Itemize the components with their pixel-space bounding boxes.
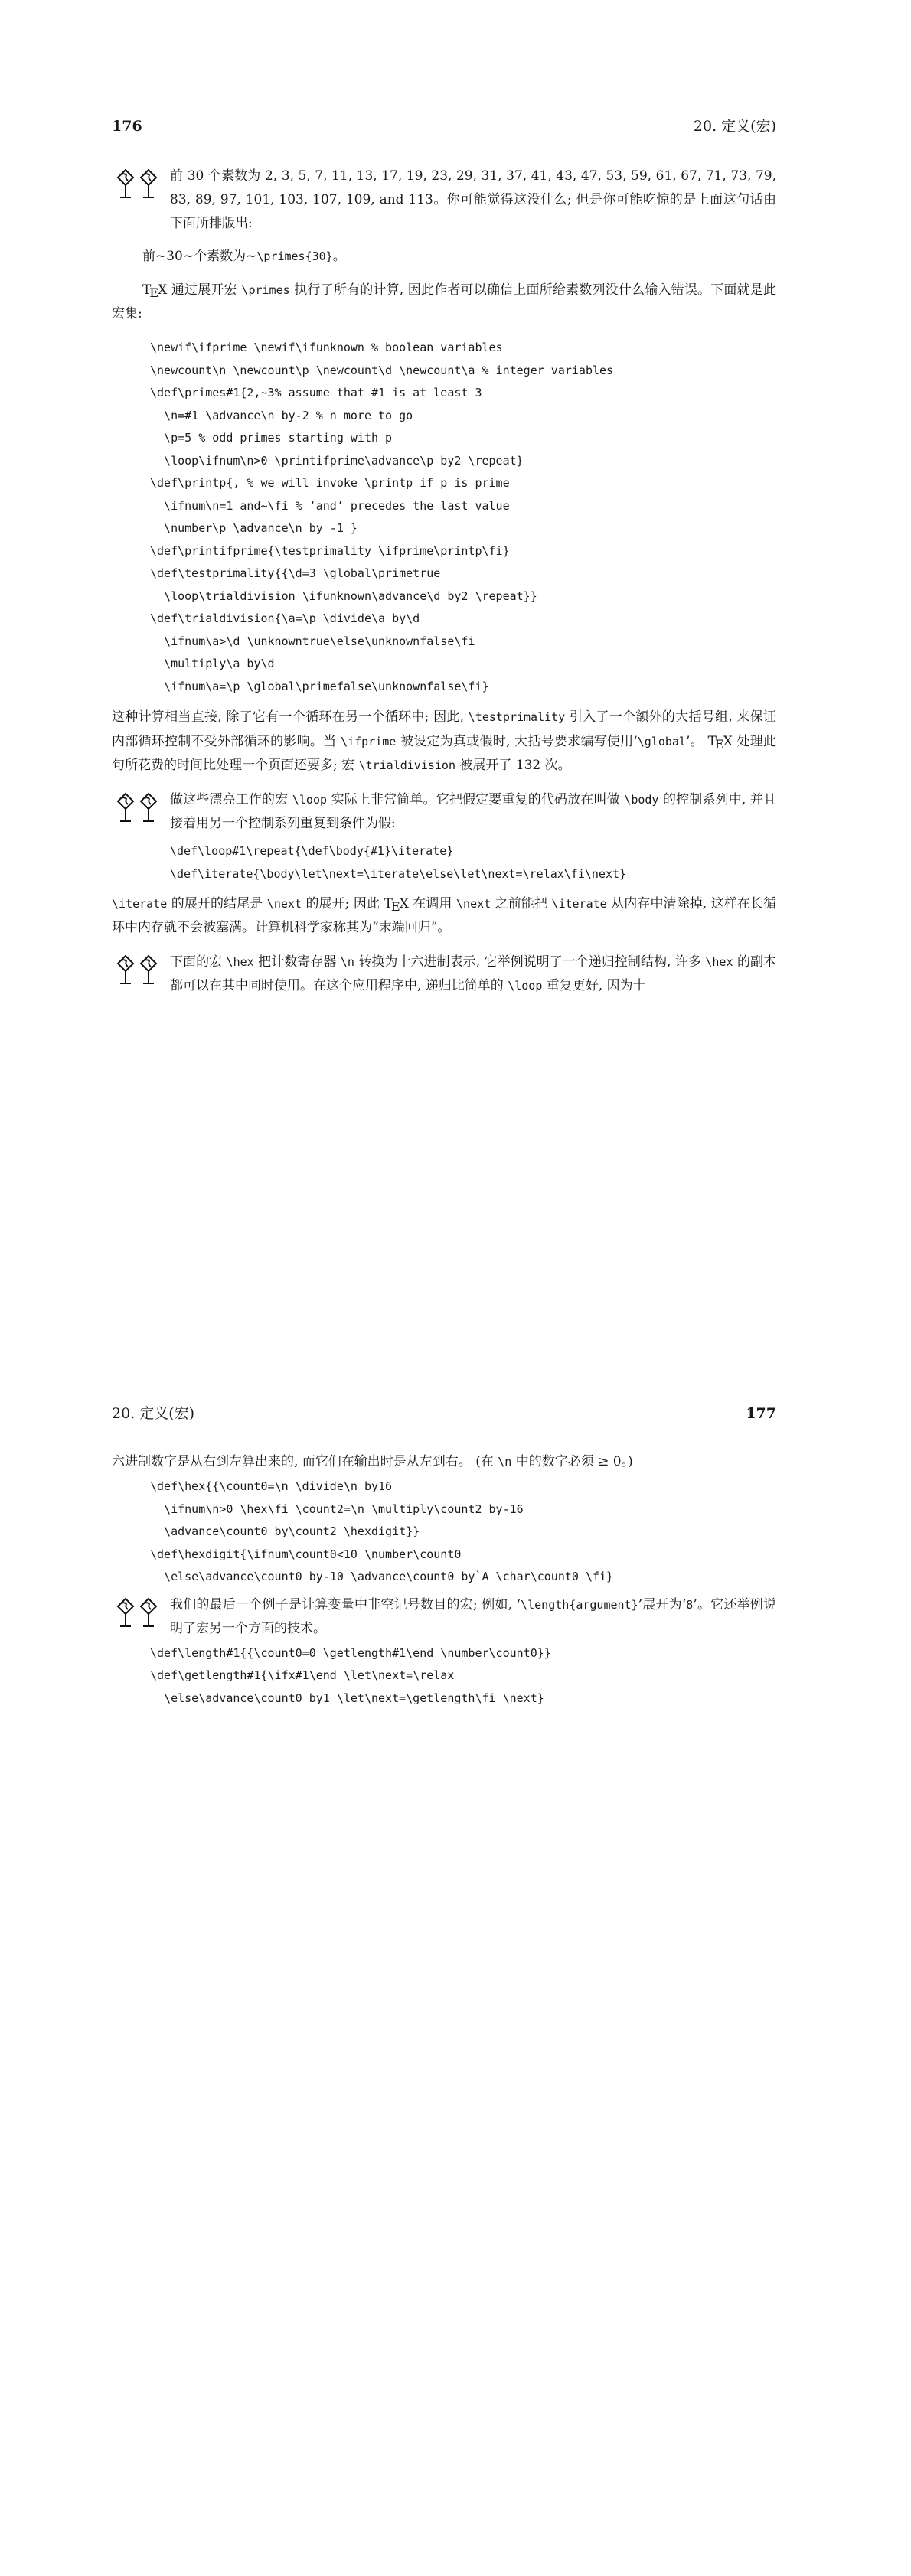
page-number: 176	[112, 118, 142, 135]
text-run: 引入了一个额外的大括号组, 来保证内部循环控制不受外部循环的影响。当	[112, 709, 776, 749]
text-run: 把计数寄存器	[253, 954, 341, 970]
code-line: \ifnum\n>0 \hex\fi \count2=\n \multiply\count2 by-16	[150, 1502, 524, 1516]
paragraph-primes-intro	[112, 278, 776, 326]
inline-code: \testprimality	[468, 710, 566, 724]
code-line: \ifnum\a=\p \global\primefalse\unknownfalse\fi}	[150, 679, 489, 693]
code-line: \loop\ifnum\n>0 \printifprime\advance\p by2 \repeat}	[150, 453, 524, 468]
double-dangerous-bend-icon	[112, 791, 162, 822]
text-run: ’展开为‘	[638, 1596, 687, 1612]
tex-logo: TEX	[707, 734, 733, 752]
inline-code: \iterate	[112, 897, 168, 911]
text-run: 的展开; 因此	[301, 896, 384, 911]
text-run: 中的数字必须 ≥ 0。)	[511, 1454, 633, 1469]
paragraph-text	[170, 951, 776, 998]
code-line: \def\testprimality{{\d=3 \global\primetrue	[150, 566, 441, 580]
code-line: \ifnum\n=1 and~\fi % ‘and’ precedes the last value	[150, 498, 510, 513]
paragraph-loop-analysis	[112, 706, 776, 778]
paragraph-iterate	[112, 892, 776, 940]
text-run: 被设定为真或假时, 大括号要求编写使用‘	[396, 734, 638, 749]
text-run: 执行了所有的计算, 因此作者可以确信上面所给素数列没什么输入错误。下面就是此宏集:	[112, 282, 776, 321]
text-run: 。	[332, 249, 346, 264]
code-block-hex	[112, 1475, 776, 1589]
inline-code: \trialdivision	[358, 758, 455, 772]
running-head-top	[112, 115, 776, 135]
code-line: \def\printifprime{\testprimality \ifprime\printp\fi}	[150, 543, 510, 558]
text-run: 处理此句所花费的时间比处理一个页面还要多; 宏	[112, 734, 777, 773]
inline-code: \primes	[241, 283, 290, 297]
code-line: \def\hex{{\count0=\n \divide\n by16	[150, 1479, 393, 1493]
code-line: \newif\ifprime \newif\ifunknown % boolean variables	[150, 341, 503, 354]
code-line: \else\advance\count0 by-10 \advance\count0 by`A \char\count0 \fi}	[150, 1570, 614, 1583]
code-line: \def\hexdigit{\ifnum\count0<10 \number\count0	[150, 1547, 462, 1561]
text-run: 通过展开宏	[167, 282, 242, 298]
text-run: 的展开的结尾是	[167, 896, 267, 911]
text-run: 转换为十六进制表示, 它举例说明了一个递归控制结构, 许多	[354, 954, 706, 970]
text-run: 在调用	[408, 896, 457, 911]
double-dangerous-bend-icon	[112, 1596, 162, 1627]
inline-code: 8	[686, 1597, 694, 1612]
text-run: 实际上非常简单。它把假定要重复的代码放在叫做	[327, 792, 625, 807]
inline-code: \length{argument}	[521, 1597, 638, 1612]
text-run: 被展开了 132 次。	[455, 758, 571, 773]
inline-code: \primes{30}	[256, 249, 333, 263]
inline-code: \n	[498, 1455, 512, 1469]
code-block-length	[112, 1642, 776, 1710]
paragraph-text: 前 30 个素数为 2, 3, 5, 7, 11, 13, 17, 19, 23, 29, 31, 37, 41, 43, 47, 53, 59, 61, 67, 71, 73, 79, 83, 89, 97, 101, 103, 107, 109, and 113。你可能觉得这没什么; 但是你可能吃惊的是上面这句话由下面所排版出:	[170, 168, 776, 231]
text-run: 重复更好, 因为十	[542, 978, 646, 993]
danger-paragraph-loop	[112, 788, 776, 885]
inline-code: \next	[456, 897, 491, 911]
code-line: \loop\trialdivision \ifunknown\advance\d by2 \repeat}}	[150, 589, 537, 603]
code-line: \ifnum\a>\d \unknowntrue\else\unknownfalse\fi	[150, 634, 475, 648]
chapter-title: 20. 定义(宏)	[112, 1405, 195, 1422]
text-run: 之前能把	[491, 896, 552, 911]
code-line: \def\getlength#1{\ifx#1\end \let\next=\relax	[150, 1668, 455, 1682]
code-line: \def\trialdivision{\a=\p \divide\a by\d	[150, 611, 420, 625]
inline-code: \loop	[508, 979, 543, 993]
text-run: 的副本都可以在其中同时使用。在这个应用程序中, 递归比简单的	[170, 954, 777, 993]
inline-code: \body	[624, 793, 659, 807]
text-run: 前~30~个素数为~	[142, 249, 257, 264]
danger-paragraph-hex	[112, 951, 776, 998]
inline-code: \n	[340, 955, 354, 969]
inline-code: \hex	[705, 955, 733, 969]
double-dangerous-bend-icon	[112, 954, 162, 984]
code-line: \def\primes#1{2,~3% assume that #1 is at least 3	[150, 386, 482, 399]
code-line: \advance\count0 by\count2 \hexdigit}}	[150, 1524, 420, 1538]
inline-code: \ifprime	[341, 735, 397, 748]
code-line: \else\advance\count0 by1 \let\next=\getlength\fi \next}	[150, 1691, 544, 1705]
code-line: \p=5 % odd primes starting with p	[150, 431, 393, 445]
text-run: 下面的宏	[170, 954, 227, 970]
code-line: \def\printp{, % we will invoke \printp if p is prime	[150, 476, 510, 490]
danger-paragraph-primes	[112, 165, 776, 236]
text-run: 我们的最后一个例子是计算变量中非空记号数目的宏; 例如, ‘	[170, 1596, 521, 1612]
paragraph-text	[170, 788, 776, 836]
inline-code: \iterate	[551, 897, 607, 911]
code-line: \def\iterate{\body\let\next=\iterate\else\let\next=\relax\fi\next}	[170, 866, 627, 881]
inline-code: \hex	[226, 955, 254, 969]
code-line: \newcount\n \newcount\p \newcount\d \newcount\a % integer variables	[150, 363, 614, 377]
code-line: \number\p \advance\n by -1 }	[150, 521, 358, 535]
text-run: ’。	[686, 734, 708, 749]
inline-code: \loop	[292, 793, 328, 807]
paragraph-text	[170, 1593, 776, 1641]
paragraph-primes-example	[112, 245, 776, 269]
inline-code: \global	[637, 735, 686, 748]
tex-logo: TEX	[142, 282, 168, 300]
code-line: \def\length#1{{\count0=0 \getlength#1\end \number\count0}}	[150, 1645, 551, 1660]
text-run: 这种计算相当直接, 除了它有一个循环在另一个循环中; 因此,	[112, 709, 469, 725]
code-line: \multiply\a by\d	[150, 657, 275, 670]
inline-code: \next	[266, 897, 302, 911]
paragraph-hex-continued	[112, 1450, 776, 1474]
code-line: \n=#1 \advance\n by-2 % n more to go	[150, 408, 413, 422]
page-number: 177	[746, 1405, 776, 1422]
code-block-loop	[170, 840, 776, 885]
text-run: 从内存中清除掉, 这样在长循环中内存就不会被塞满。计算机科学家称其为“末端回归”。	[112, 896, 776, 935]
danger-paragraph-length	[112, 1593, 776, 1641]
code-block-primes	[112, 337, 776, 698]
text-run: 六进制数字是从右到左算出来的, 而它们在输出时是从左到右。 (在	[112, 1454, 498, 1469]
text-run: 的控制系列中, 并且接着用另一个控制系列重复到条件为假:	[170, 792, 776, 831]
code-line: \def\loop#1\repeat{\def\body{#1}\iterate}	[170, 844, 454, 858]
running-head-bottom-page	[112, 1402, 776, 1423]
text-run: 做这些漂亮工作的宏	[170, 792, 292, 807]
text-run: ’。它还举例说明了宏另一个方面的技术。	[170, 1596, 777, 1636]
tex-logo: TEX	[384, 896, 409, 914]
double-dangerous-bend-icon	[112, 168, 162, 198]
chapter-title: 20. 定义(宏)	[693, 118, 776, 135]
